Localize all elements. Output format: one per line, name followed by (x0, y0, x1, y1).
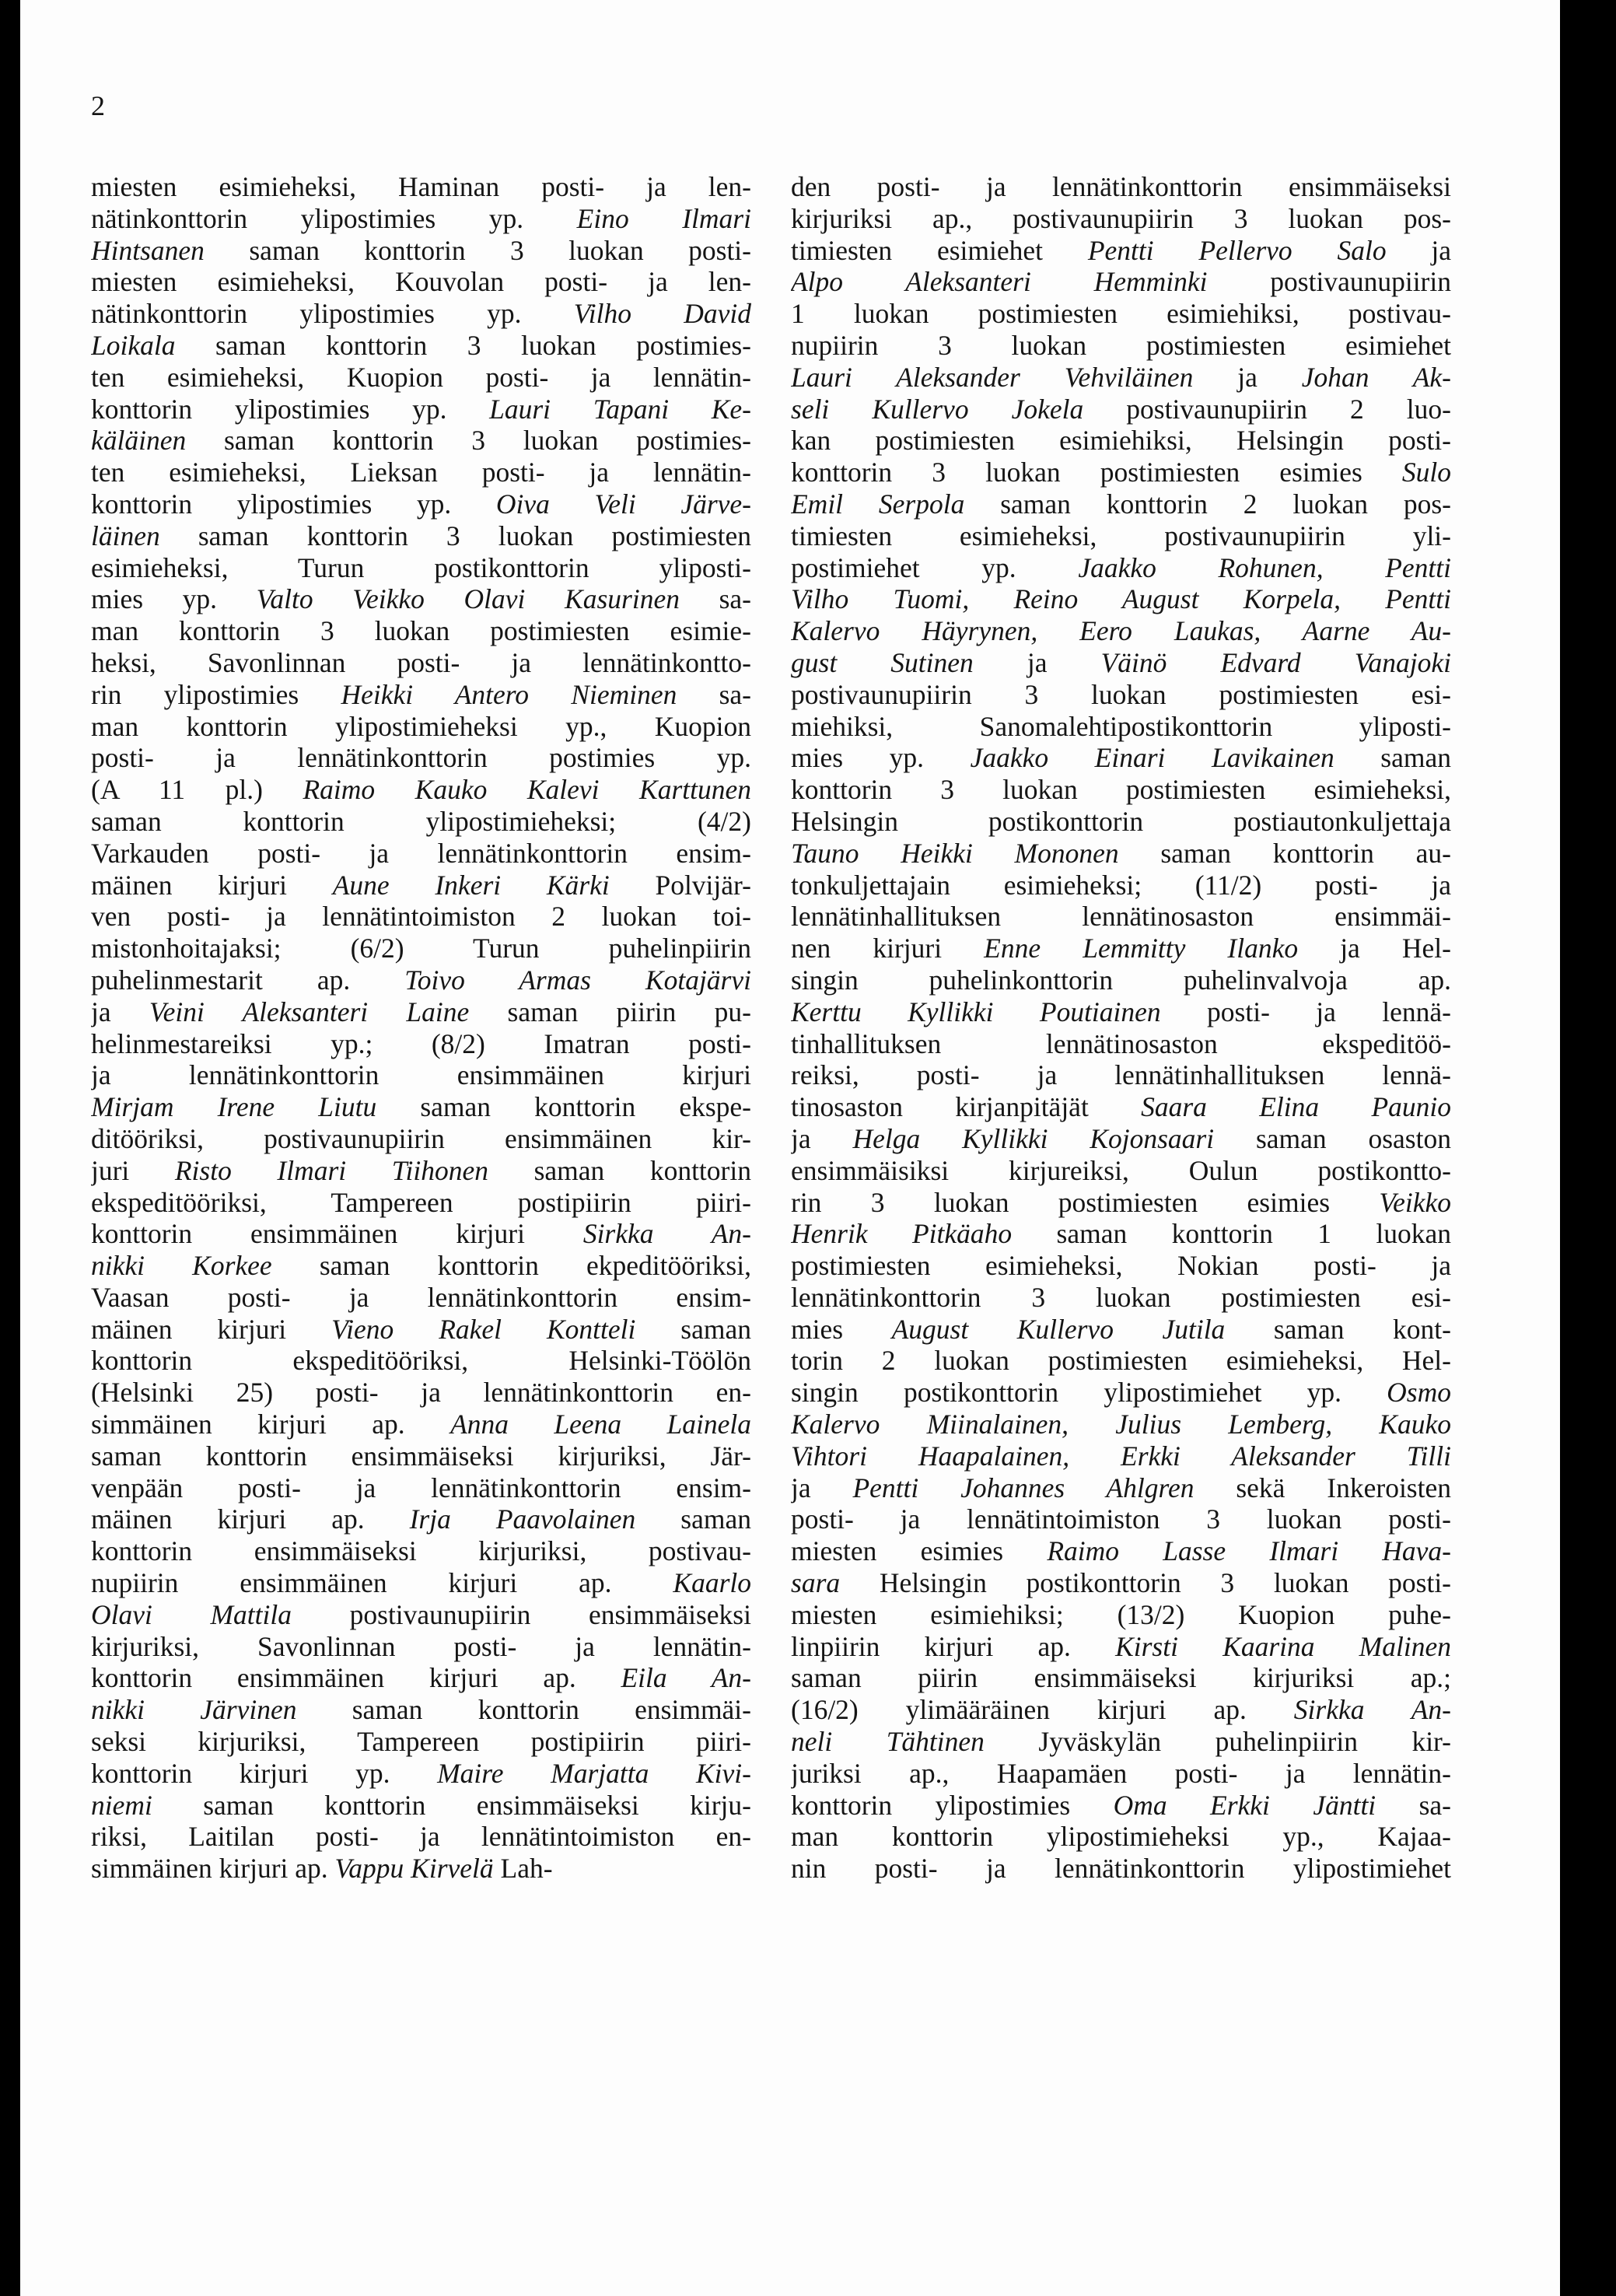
text-run: nätinkonttorin ylipostimies yp. (91, 298, 574, 330)
text-run: nin posti- ja lennätinkonttorin ylipostimiehet (791, 1853, 1451, 1885)
italic-name-run: nikki Korkee (91, 1250, 272, 1282)
page-number: 2 (91, 90, 105, 121)
italic-name-run: Vappu Kirvelä (334, 1853, 494, 1885)
text-run: reiksi, posti- ja lennätinhallituksen lennä- (791, 1059, 1451, 1091)
text-line (91, 362, 751, 394)
text-run: heksi, Savonlinnan posti- ja lennätinkontto- (91, 646, 751, 678)
italic-name-run: nikki Järvinen (91, 1694, 297, 1726)
text-run: postimiesten esimieheksi, Nokian posti- ja (791, 1250, 1451, 1282)
italic-name-run: Vieno Rakel Kontteli (331, 1313, 636, 1345)
text-line (91, 235, 751, 267)
text-line (791, 583, 1451, 615)
text-line (91, 394, 751, 425)
text-line (91, 298, 751, 330)
italic-name-run: Aune Inkeri Kärki (332, 869, 610, 901)
text-line (791, 1409, 1451, 1440)
italic-name-run: Lauri Tapani Ke- (489, 393, 751, 425)
text-line (791, 1314, 1451, 1346)
text-line (791, 1821, 1451, 1853)
text-line (91, 1535, 751, 1567)
text-run: mäinen kirjuri ap. (91, 1503, 410, 1535)
text-run: lennätinkonttorin 3 luokan postimiesten esi- (791, 1281, 1451, 1313)
text-line (91, 933, 751, 964)
italic-name-run: Kalervo Miinalainen, Julius Lemberg, Kauko (791, 1409, 1451, 1440)
text-line (91, 838, 751, 870)
text-line (791, 901, 1451, 933)
text-line (91, 1282, 751, 1314)
text-line (791, 870, 1451, 901)
text-line (791, 1059, 1451, 1091)
italic-name-run: Kirsti Kaarina Malinen (1115, 1630, 1451, 1662)
text-run: kirjuriksi, Savonlinnan posti- ja lennätin- (91, 1630, 751, 1662)
text-run: (Helsinki 25) posti- ja lennätinkonttorin en- (91, 1377, 751, 1409)
text-run: ensimmäisiksi kirjureiksi, Oulun postikontto- (791, 1154, 1451, 1186)
text-run: venpään posti- ja lennätinkonttorin ensim- (91, 1472, 751, 1503)
text-run: timiesten esimieheksi, postivaunupiirin yli- (791, 520, 1451, 551)
text-line (91, 774, 751, 806)
text-line (91, 1694, 751, 1726)
text-line (91, 1758, 751, 1790)
text-line (791, 298, 1451, 330)
italic-name-run: Hintsanen (91, 234, 205, 266)
text-line (91, 1853, 751, 1885)
text-line (91, 647, 751, 679)
text-line (91, 1726, 751, 1758)
text-line (791, 1123, 1451, 1155)
text-line (91, 425, 751, 457)
text-run: saman piirin pu- (469, 996, 751, 1027)
text-column-left (91, 171, 751, 1885)
text-run: ja lennätinkonttorin ensimmäinen kirjuri (91, 1059, 751, 1091)
text-run: sa- (679, 583, 751, 615)
text-line (91, 1567, 751, 1599)
italic-name-run: Toivo Armas Kotajärvi (404, 964, 751, 996)
text-run: den posti- ja lennätinkonttorin ensimmäiseksi (791, 171, 1451, 202)
italic-name-run: Sirkka An- (582, 1218, 751, 1250)
text-line (791, 1377, 1451, 1409)
text-run: mies (791, 1313, 892, 1345)
text-line (791, 711, 1451, 743)
text-run: konttorin 3 luokan postimiesten esimies (791, 457, 1402, 488)
text-run: nupiirin 3 luokan postimiesten esimiehet (791, 329, 1451, 361)
text-run: linpiirin kirjuri ap. (791, 1630, 1116, 1662)
text-line (91, 1821, 751, 1853)
text-line (91, 964, 751, 996)
italic-name-run: neli Tähtinen (791, 1726, 985, 1758)
text-run: mies yp. (91, 583, 257, 615)
italic-name-run: Raimo Kauko Kalevi Karttunen (303, 774, 751, 806)
text-line (791, 235, 1451, 267)
text-run: saman (635, 1313, 751, 1345)
text-line (91, 1123, 751, 1155)
italic-name-run: Eila An- (621, 1662, 751, 1694)
text-line (91, 203, 751, 235)
text-run: ten esimieheksi, Kuopion posti- ja lennätin- (91, 361, 751, 393)
text-line (91, 1250, 751, 1282)
text-line (791, 1662, 1451, 1694)
text-line (91, 1187, 751, 1219)
text-run: simmäinen kirjuri ap. (91, 1409, 451, 1440)
text-line (791, 1503, 1451, 1535)
text-run: Helsingin postikonttorin 3 luokan posti- (840, 1567, 1451, 1599)
text-line (791, 1028, 1451, 1060)
text-run: Lah- (493, 1853, 553, 1885)
italic-name-run: seli Kullervo Jokela (791, 393, 1084, 425)
text-run: Polvijär- (609, 869, 751, 901)
italic-name-run: Jaakko Einari Lavikainen (970, 742, 1334, 774)
text-line (91, 1503, 751, 1535)
text-run: posti- ja lennä- (1160, 996, 1451, 1027)
text-run: saman konttorin ensimmäiseksi kirjuriksi, Jär- (91, 1440, 751, 1472)
text-run: 1 luokan postimiesten esimiehiksi, postivau- (791, 298, 1451, 330)
text-line (791, 1694, 1451, 1726)
text-line (91, 615, 751, 647)
text-line (91, 806, 751, 838)
text-line (791, 964, 1451, 996)
text-run: Jyväskylän puhelinpiirin kir- (984, 1726, 1451, 1758)
text-run: saman konttorin 3 luokan postimies- (186, 425, 751, 457)
text-run: torin 2 luokan postimiesten esimieheksi, Hel- (791, 1345, 1451, 1377)
text-run: konttorin kirjuri yp. (91, 1757, 438, 1789)
text-run: sa- (1376, 1789, 1451, 1821)
italic-name-run: Irja Paavolainen (409, 1503, 636, 1535)
text-line (791, 1187, 1451, 1219)
text-line (91, 1599, 751, 1631)
text-line (91, 1377, 751, 1409)
italic-name-run: Alpo Aleksanteri Hemminki (791, 266, 1208, 298)
text-run: ja (1193, 361, 1302, 393)
text-run: saman konttorin 3 luokan postimiesten (159, 520, 751, 551)
text-run: ja (1386, 234, 1451, 266)
text-run: kan postimiesten esimiehiksi, Helsingin posti- (791, 425, 1451, 457)
text-run: postivaunupiirin (1207, 266, 1451, 298)
italic-name-run: Veikko (1379, 1186, 1451, 1218)
italic-name-run: Enne Lemmitty Ilanko (984, 933, 1299, 964)
text-run: saman konttorin ekspe- (376, 1091, 751, 1123)
text-run: nätinkonttorin ylipostimies yp. (91, 202, 577, 234)
italic-name-run: Henrik Pitkäaho (791, 1218, 1013, 1250)
text-line (91, 1028, 751, 1060)
text-line (791, 1440, 1451, 1472)
text-line (791, 1599, 1451, 1631)
text-run: mäinen kirjuri (91, 869, 333, 901)
text-run: ten esimieheksi, Lieksan posti- ja lennätin- (91, 457, 751, 488)
text-run: saman osaston (1214, 1122, 1451, 1154)
text-run: saman konttorin (488, 1154, 751, 1186)
text-line (791, 488, 1451, 520)
text-run: (A 11 pl.) (91, 774, 303, 806)
italic-name-run: Oma Erkki Jäntti (1113, 1789, 1376, 1821)
text-line (791, 266, 1451, 298)
text-run: saman konttorin 1 luokan (1012, 1218, 1451, 1250)
text-run: mies yp. (791, 742, 971, 774)
italic-name-run: Anna Leena Lainela (450, 1409, 751, 1440)
text-run: posti- ja lennätinkonttorin postimies yp. (91, 742, 751, 774)
text-line (791, 679, 1451, 711)
text-run: sa- (677, 678, 751, 710)
italic-name-run: Johan Ak- (1301, 361, 1451, 393)
text-run: helinmestareiksi yp.; (8/2) Imatran posti- (91, 1027, 751, 1059)
text-run: mäinen kirjuri (91, 1313, 332, 1345)
text-run: Varkauden posti- ja lennätinkonttorin ensim- (91, 837, 751, 869)
text-line (791, 647, 1451, 679)
text-line (791, 1631, 1451, 1663)
text-line (91, 901, 751, 933)
text-run: riksi, Laitilan posti- ja lennätintoimiston en- (91, 1821, 751, 1853)
text-line (91, 1662, 751, 1694)
italic-name-run: Pentti Johannes Ahlgren (852, 1472, 1195, 1503)
italic-name-run: Vihtori Haapalainen, Erkki Aleksander Tilli (791, 1440, 1451, 1472)
italic-name-run: Sulo (1401, 457, 1451, 488)
text-run: juriksi ap., Haapamäen posti- ja lennätin- (791, 1757, 1451, 1789)
text-line (91, 1409, 751, 1440)
text-run: saman konttorin 2 luokan pos- (964, 488, 1451, 520)
text-line (91, 1314, 751, 1346)
text-run: ekspeditööriksi, Tampereen postipiirin piiri- (91, 1186, 751, 1218)
text-run: simmäinen kirjuri ap. (91, 1853, 335, 1885)
italic-name-run: Helga Kyllikki Kojonsaari (852, 1122, 1215, 1154)
text-line (91, 1631, 751, 1663)
text-line (91, 870, 751, 901)
text-line (791, 933, 1451, 964)
italic-name-run: Olavi Mattila (91, 1598, 292, 1630)
text-line (91, 1440, 751, 1472)
text-run: ven posti- ja lennätintoimiston 2 luokan toi- (91, 901, 751, 933)
text-line (791, 1758, 1451, 1790)
text-line (791, 552, 1451, 584)
text-run: miesten esimiehiksi; (13/2) Kuopion puhe- (791, 1598, 1451, 1630)
text-run: saman konttorin ensimmäiseksi kirju- (152, 1789, 751, 1821)
text-line (91, 457, 751, 488)
text-line (791, 1282, 1451, 1314)
text-run: nen kirjuri (791, 933, 985, 964)
italic-name-run: Tauno Heikki Mononen (791, 837, 1119, 869)
text-line (791, 1726, 1451, 1758)
text-line (91, 711, 751, 743)
text-run: mistonhoitajaksi; (6/2) Turun puhelinpiirin (91, 933, 751, 964)
italic-name-run: gust Sutinen (791, 646, 974, 678)
text-line (791, 1250, 1451, 1282)
text-line (791, 838, 1451, 870)
text-run: timiesten esimiehet (791, 234, 1088, 266)
italic-name-run: Kaarlo (673, 1567, 751, 1599)
text-run: konttorin 3 luokan postimiesten esimieheksi, (791, 774, 1451, 806)
text-run: postimiehet yp. (791, 551, 1079, 583)
text-line (791, 806, 1451, 838)
text-run: singin postikonttorin ylipostimiehet yp. (791, 1377, 1387, 1409)
text-run: man konttorin 3 luokan postimiesten esimie- (91, 615, 751, 647)
text-line (91, 266, 751, 298)
text-run: postivaunupiirin ensimmäiseksi (292, 1598, 751, 1630)
document-page (20, 0, 1560, 2296)
text-line (791, 996, 1451, 1028)
text-line (791, 362, 1451, 394)
italic-name-run: Väinö Edvard Vanajoki (1100, 646, 1451, 678)
italic-name-run: Saara Elina Paunio (1141, 1091, 1451, 1123)
text-run: saman (635, 1503, 751, 1535)
text-run: ja (91, 996, 149, 1027)
text-line (91, 1059, 751, 1091)
text-run: rin ylipostimies (91, 678, 341, 710)
text-run: ditööriksi, postivaunupiirin ensimmäinen kir- (91, 1122, 751, 1154)
text-line (791, 1790, 1451, 1822)
italic-name-run: Lauri Aleksander Vehviläinen (791, 361, 1194, 393)
text-run: ja (973, 646, 1101, 678)
italic-name-run: Osmo (1387, 1377, 1451, 1409)
italic-name-run: Kalervo Häyrynen, Eero Laukas, Aarne Au- (791, 615, 1451, 647)
text-line (91, 742, 751, 774)
text-run: seksi kirjuriksi, Tampereen postipiirin piiri- (91, 1726, 751, 1758)
text-line (791, 330, 1451, 362)
text-run: konttorin ylipostimies (791, 1789, 1114, 1821)
text-line (91, 1155, 751, 1187)
italic-name-run: Maire Marjatta Kivi- (437, 1757, 751, 1789)
text-line (791, 425, 1451, 457)
text-line (791, 1535, 1451, 1567)
text-run: saman konttorin ylipostimieheksi; (4/2) (91, 805, 751, 837)
text-line (791, 742, 1451, 774)
italic-name-run: Pentti Pellervo Salo (1087, 234, 1387, 266)
text-line (91, 1790, 751, 1822)
text-line (791, 774, 1451, 806)
text-line (791, 1853, 1451, 1885)
italic-name-run: Vilho Tuomi, Reino August Korpela, Pentti (791, 583, 1451, 615)
text-run: tinhallituksen lennätinosaston ekspeditöö- (791, 1027, 1451, 1059)
text-run: puhelinmestarit ap. (91, 964, 405, 996)
text-run: postivaunupiirin 2 luo- (1083, 393, 1451, 425)
text-line (791, 171, 1451, 203)
italic-name-run: Kerttu Kyllikki Poutiainen (791, 996, 1161, 1027)
text-line (791, 1218, 1451, 1250)
text-line (791, 520, 1451, 552)
text-line (91, 330, 751, 362)
text-run: miesten esimies (791, 1535, 1048, 1567)
text-run: konttorin ensimmäinen kirjuri ap. (91, 1662, 621, 1694)
italic-name-run: läinen (91, 520, 160, 551)
text-line (91, 488, 751, 520)
text-line (91, 679, 751, 711)
text-line (91, 552, 751, 584)
text-run: konttorin ensimmäinen kirjuri (91, 1218, 583, 1250)
text-line (91, 171, 751, 203)
text-run: saman konttorin 3 luokan posti- (204, 234, 751, 266)
italic-name-run: Jaakko Rohunen, Pentti (1078, 551, 1451, 583)
text-run: ja (791, 1472, 853, 1503)
text-run: nupiirin ensimmäinen kirjuri ap. (91, 1567, 673, 1599)
text-run: esimieheksi, Turun postikonttorin yliposti- (91, 551, 751, 583)
text-run: singin puhelinkonttorin puhelinvalvoja ap. (791, 964, 1451, 996)
text-run: saman (1334, 742, 1451, 774)
italic-name-run: Raimo Lasse Ilmari Hava- (1047, 1535, 1451, 1567)
text-run: konttorin ylipostimies yp. (91, 488, 496, 520)
italic-name-run: Loikala (91, 329, 176, 361)
text-line (91, 1345, 751, 1377)
text-run: Vaasan posti- ja lennätinkonttorin ensim- (91, 1281, 751, 1313)
text-run: (16/2) ylimääräinen kirjuri ap. (791, 1694, 1294, 1726)
italic-name-run: niemi (91, 1789, 152, 1821)
text-line (791, 1091, 1451, 1123)
text-run: Helsingin postikonttorin postiautonkuljettaja (791, 805, 1451, 837)
text-run: posti- ja lennätintoimiston 3 luokan posti- (791, 1503, 1451, 1535)
text-line (91, 583, 751, 615)
text-line (791, 394, 1451, 425)
text-line (91, 520, 751, 552)
text-run: saman konttorin ensimmäi- (296, 1694, 751, 1726)
text-run: ja (791, 1122, 853, 1154)
text-line (791, 1345, 1451, 1377)
italic-name-run: Oiva Veli Järve- (495, 488, 751, 520)
italic-name-run: käläinen (91, 425, 187, 457)
text-run: miehiksi, Sanomalehtipostikonttorin yliposti- (791, 710, 1451, 742)
italic-name-run: August Kullervo Jutila (891, 1313, 1226, 1345)
text-run: man konttorin ylipostimieheksi yp., Kuopion (91, 710, 751, 742)
text-run: sekä Inkeroisten (1194, 1472, 1451, 1503)
text-line (791, 1567, 1451, 1599)
text-run: saman piirin ensimmäiseksi kirjuriksi ap.; (791, 1662, 1451, 1694)
text-run: saman konttorin 3 luokan postimies- (175, 329, 751, 361)
italic-name-run: Risto Ilmari Tiihonen (174, 1154, 488, 1186)
text-line (791, 457, 1451, 488)
text-run: miesten esimieheksi, Haminan posti- ja len- (91, 171, 751, 202)
text-line (91, 1091, 751, 1123)
italic-name-run: sara (791, 1567, 841, 1599)
text-run: ja Hel- (1298, 933, 1451, 964)
text-run: konttorin ylipostimies yp. (91, 393, 490, 425)
text-run: postivaunupiirin 3 luokan postimiesten esi- (791, 678, 1451, 710)
text-column-right (791, 171, 1451, 1885)
text-run: konttorin ekspeditööriksi, Helsinki-Töölön (91, 1345, 751, 1377)
text-run: saman kont- (1225, 1313, 1451, 1345)
text-run: saman konttorin ekpeditööriksi, (271, 1250, 751, 1282)
text-run: lennätinhallituksen lennätinosaston ensimmäi- (791, 901, 1451, 933)
italic-name-run: Valto Veikko Olavi Kasurinen (256, 583, 680, 615)
text-line (791, 1155, 1451, 1187)
text-line (791, 1472, 1451, 1504)
text-run: tinosaston kirjanpitäjät (791, 1091, 1142, 1123)
italic-name-run: Heikki Antero Nieminen (341, 678, 677, 710)
text-line (91, 996, 751, 1028)
italic-name-run: Vilho David (573, 298, 751, 330)
text-line (91, 1218, 751, 1250)
text-line (91, 1472, 751, 1504)
text-run: rin 3 luokan postimiesten esimies (791, 1186, 1380, 1218)
text-run: juri (91, 1154, 175, 1186)
text-run: tonkuljettajain esimieheksi; (11/2) posti- ja (791, 869, 1451, 901)
text-run: konttorin ensimmäiseksi kirjuriksi, postivau- (91, 1535, 751, 1567)
text-line (791, 615, 1451, 647)
text-run: man konttorin ylipostimieheksi yp., Kajaa- (791, 1821, 1451, 1853)
italic-name-run: Mirjam Irene Liutu (91, 1091, 377, 1123)
italic-name-run: Emil Serpola (791, 488, 965, 520)
italic-name-run: Eino Ilmari (576, 202, 751, 234)
text-line (791, 203, 1451, 235)
text-run: miesten esimieheksi, Kouvolan posti- ja len- (91, 266, 751, 298)
italic-name-run: Sirkka An- (1293, 1694, 1451, 1726)
text-run: kirjuriksi ap., postivaunupiirin 3 luokan pos- (791, 202, 1451, 234)
text-run: saman konttorin au- (1118, 837, 1451, 869)
italic-name-run: Veini Aleksanteri Laine (149, 996, 470, 1027)
